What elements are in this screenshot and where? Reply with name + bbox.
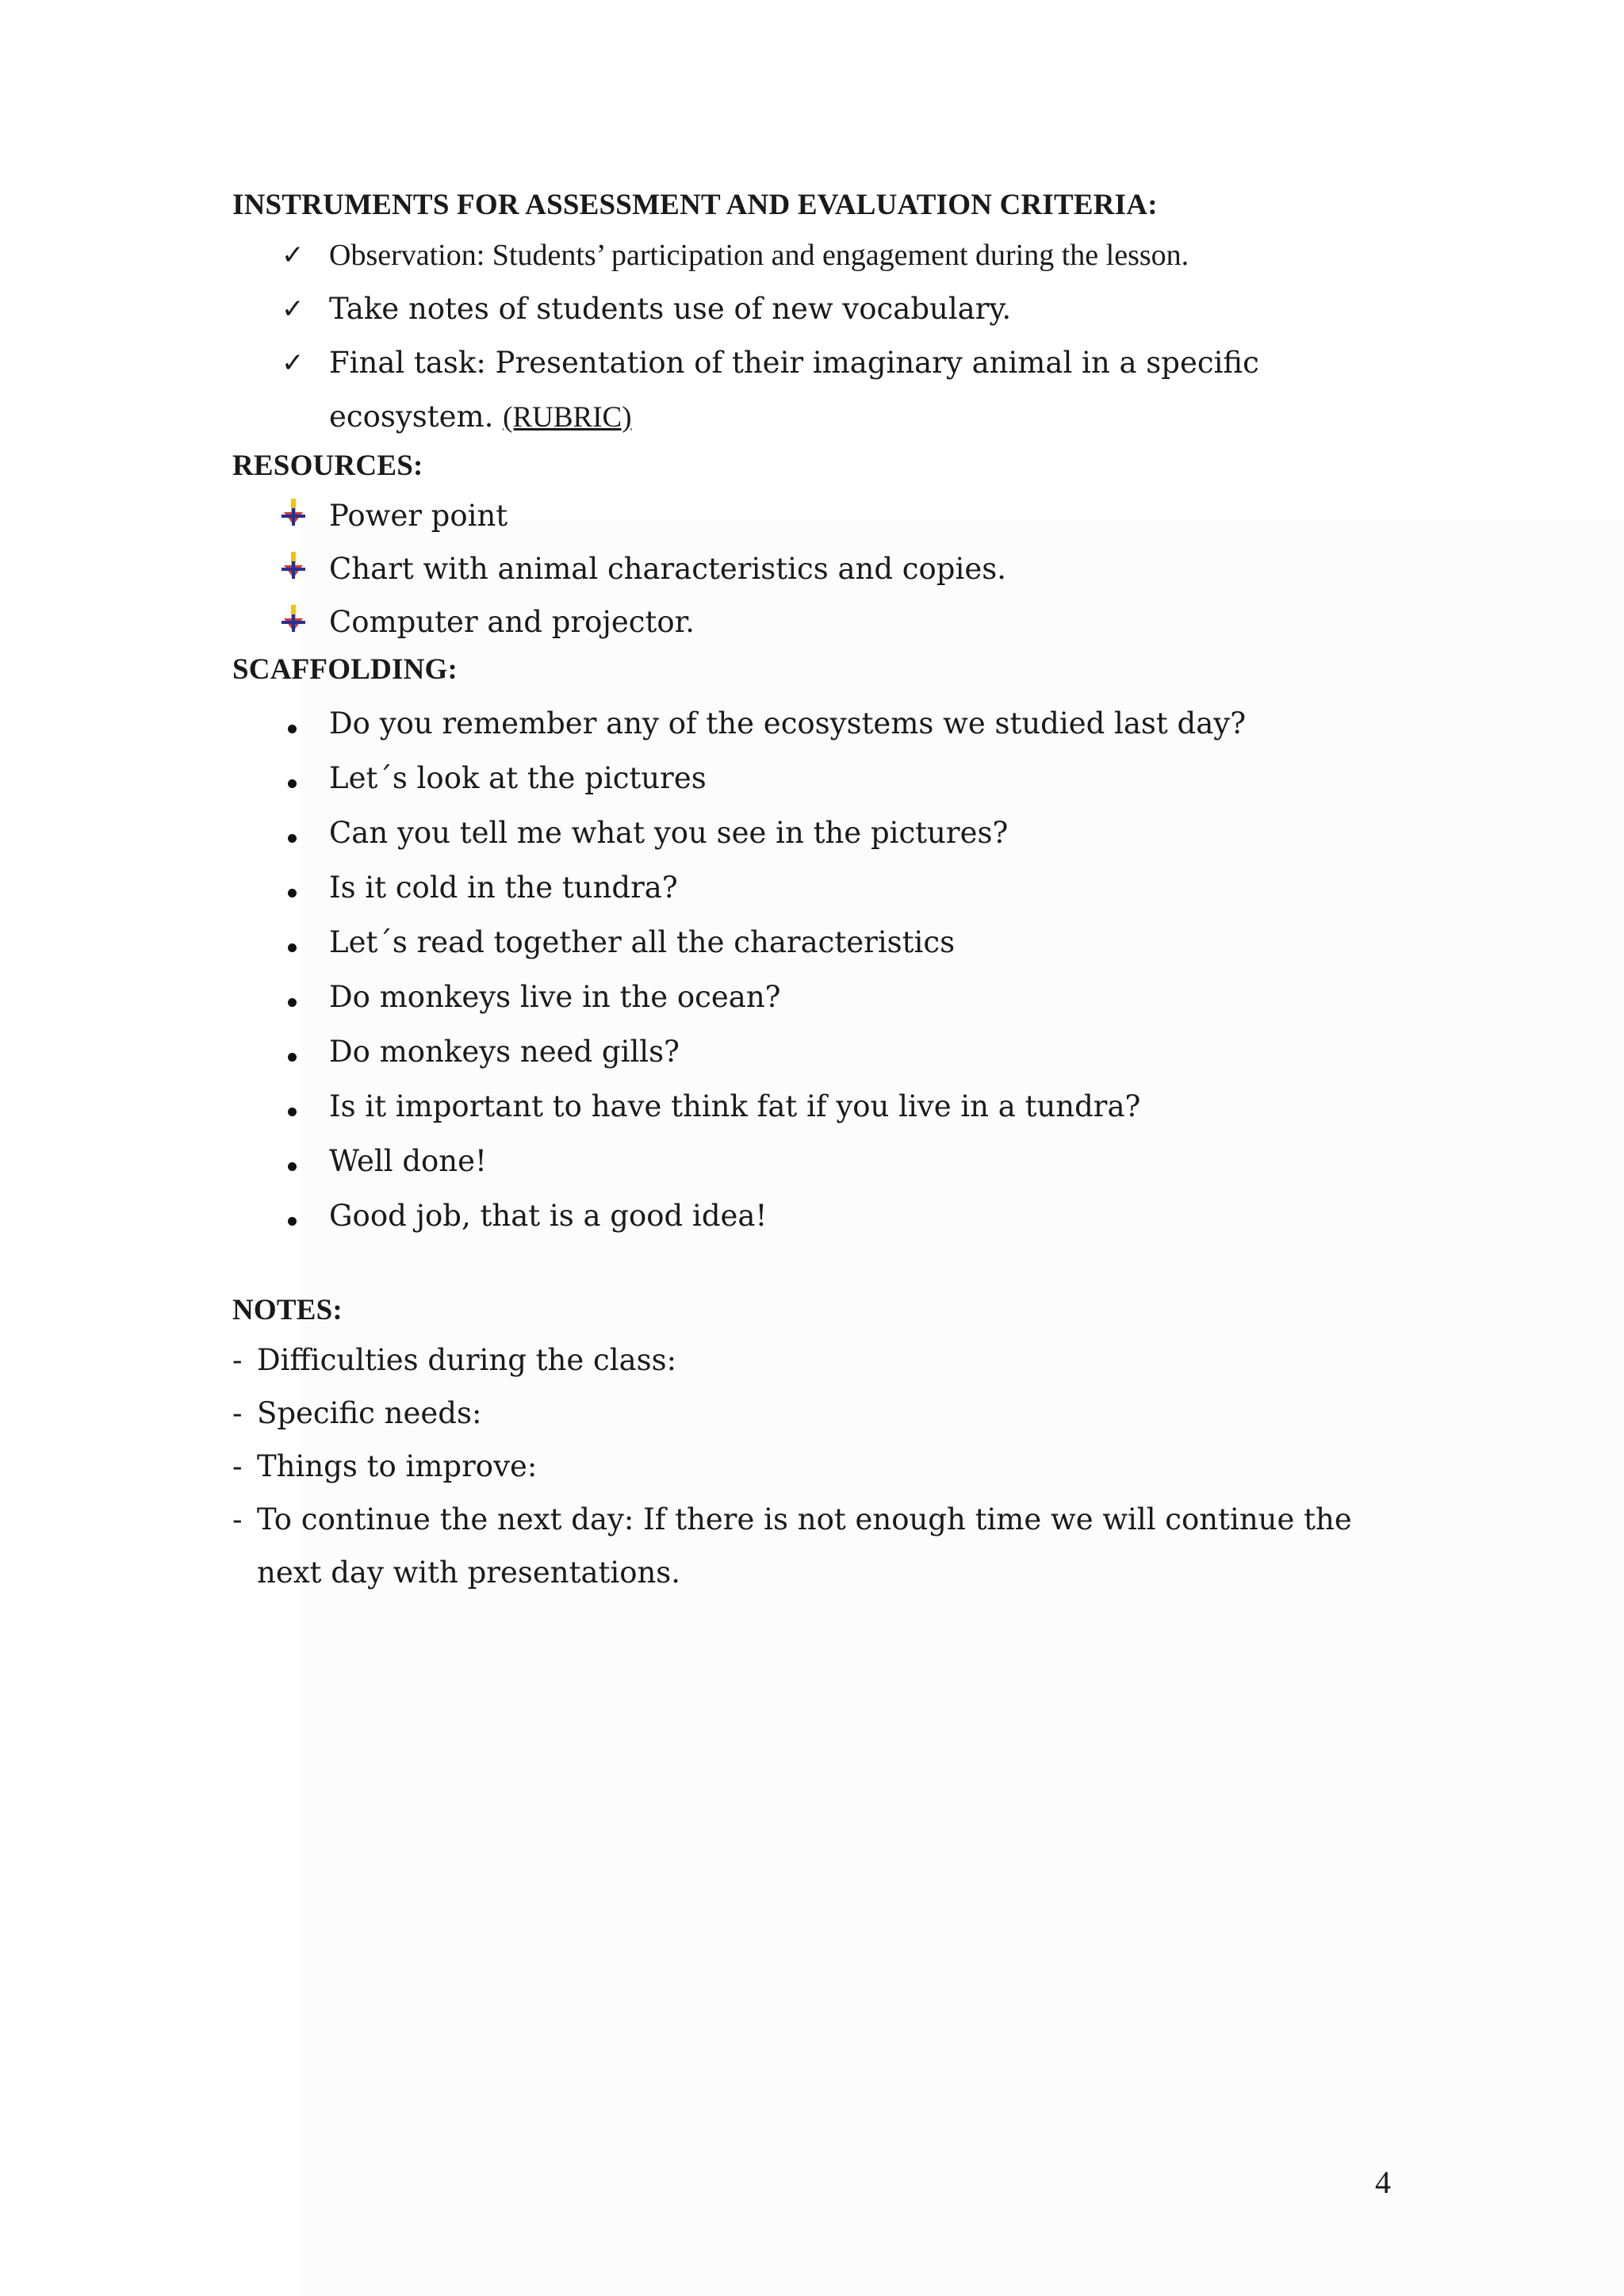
scaffolding-item (232, 1188, 1406, 1243)
bullet-icon (282, 915, 313, 970)
notes-heading: NOTES: (232, 1294, 343, 1326)
scaffolding-section (232, 655, 1406, 1243)
resource-text: Chart with animal characteristics and copies. (329, 552, 1006, 586)
resource-item (232, 489, 1406, 542)
bullet-icon (282, 860, 313, 915)
checkmark-icon: ✓ (282, 293, 304, 325)
dash-marker: - (232, 1502, 243, 1536)
scaffolding-text: Can you tell me what you see in the pictures? (329, 816, 1009, 850)
scaffolding-list (232, 696, 1406, 1243)
scaffolding-text: Let´s read together all the characteristics (329, 925, 956, 959)
dash-marker: - (232, 1396, 243, 1430)
bullet-icon (282, 1188, 313, 1243)
page-content (232, 190, 1406, 1599)
note-item (232, 1387, 1406, 1440)
instrument-item (232, 228, 1406, 282)
resources-list (232, 489, 1406, 649)
arrow-down-plus-icon (282, 595, 313, 649)
bullet-icon (282, 751, 313, 806)
scaffolding-text: Is it important to have think fat if you live in a tundra? (329, 1089, 1141, 1123)
bullet-icon (282, 1134, 313, 1188)
note-text: Specific needs: (257, 1396, 482, 1430)
scaffolding-item (232, 806, 1406, 860)
scaffolding-text: Do you remember any of the ecosystems we studied last day? (329, 706, 1247, 740)
instrument-text-line2: ecosystem. (329, 400, 504, 434)
scaffolding-item (232, 1134, 1406, 1188)
bullet-icon (282, 696, 313, 751)
scaffolding-text: Good job, that is a good idea! (329, 1199, 768, 1233)
instrument-label: Observation: (329, 239, 485, 272)
bullet-icon (282, 1024, 313, 1079)
instruments-section (232, 190, 1406, 445)
note-text: Things to improve: (257, 1449, 538, 1483)
instrument-text: Take notes of students use of new vocabulary. (329, 292, 1012, 326)
resources-section (232, 451, 1406, 649)
page-number: 4 (1375, 2164, 1391, 2200)
bullet-icon (282, 970, 313, 1024)
bullet-icon (282, 1079, 313, 1134)
dash-marker: - (232, 1449, 243, 1483)
checkmark-icon: ✓ (282, 347, 304, 379)
notes-list (232, 1334, 1406, 1599)
arrow-down-plus-icon (282, 542, 313, 595)
scaffolding-text: Well done! (329, 1144, 487, 1178)
note-text: To continue the next day: If there is not enough time we will continue the next day with presentations. (257, 1502, 1352, 1590)
instruments-list (232, 228, 1406, 445)
scaffolding-text: Do monkeys need gills? (329, 1035, 680, 1069)
note-item (232, 1493, 1363, 1599)
instrument-item (232, 282, 1406, 336)
scaffolding-item (232, 1024, 1406, 1079)
resource-text: Power point (329, 499, 508, 533)
note-item (232, 1440, 1406, 1493)
notes-section (232, 1295, 1406, 1599)
resource-item (232, 595, 1406, 649)
resources-heading: RESOURCES: (232, 450, 423, 482)
arrow-down-plus-icon (282, 489, 313, 542)
scaffolding-text: Is it cold in the tundra? (329, 871, 678, 905)
note-item (232, 1334, 1406, 1387)
instrument-item (232, 336, 1406, 445)
scaffolding-item (232, 696, 1406, 751)
scaffolding-item (232, 970, 1406, 1024)
scaffolding-item (232, 751, 1406, 806)
scaffolding-heading: SCAFFOLDING: (232, 653, 458, 686)
rubric-link[interactable]: (RUBRIC) (503, 401, 632, 434)
instruments-heading: INSTRUMENTS FOR ASSESSMENT AND EVALUATION CRITERIA: (232, 189, 1158, 221)
instrument-text-line1: Final task: Presentation of their imaginary animal in a specific (329, 346, 1259, 380)
scaffolding-item (232, 915, 1406, 970)
scaffolding-text: Do monkeys live in the ocean? (329, 980, 781, 1014)
checkmark-icon: ✓ (282, 239, 304, 271)
resource-item (232, 542, 1406, 595)
note-text: Difficulties during the class: (257, 1343, 677, 1377)
scaffolding-item (232, 860, 1406, 915)
resource-text: Computer and projector. (329, 605, 695, 639)
bullet-icon (282, 806, 313, 860)
dash-marker: - (232, 1343, 243, 1377)
instrument-text: Students’ participation and engagement during the lesson. (485, 239, 1189, 272)
scaffolding-text: Let´s look at the pictures (329, 761, 707, 795)
scaffolding-item (232, 1079, 1406, 1134)
